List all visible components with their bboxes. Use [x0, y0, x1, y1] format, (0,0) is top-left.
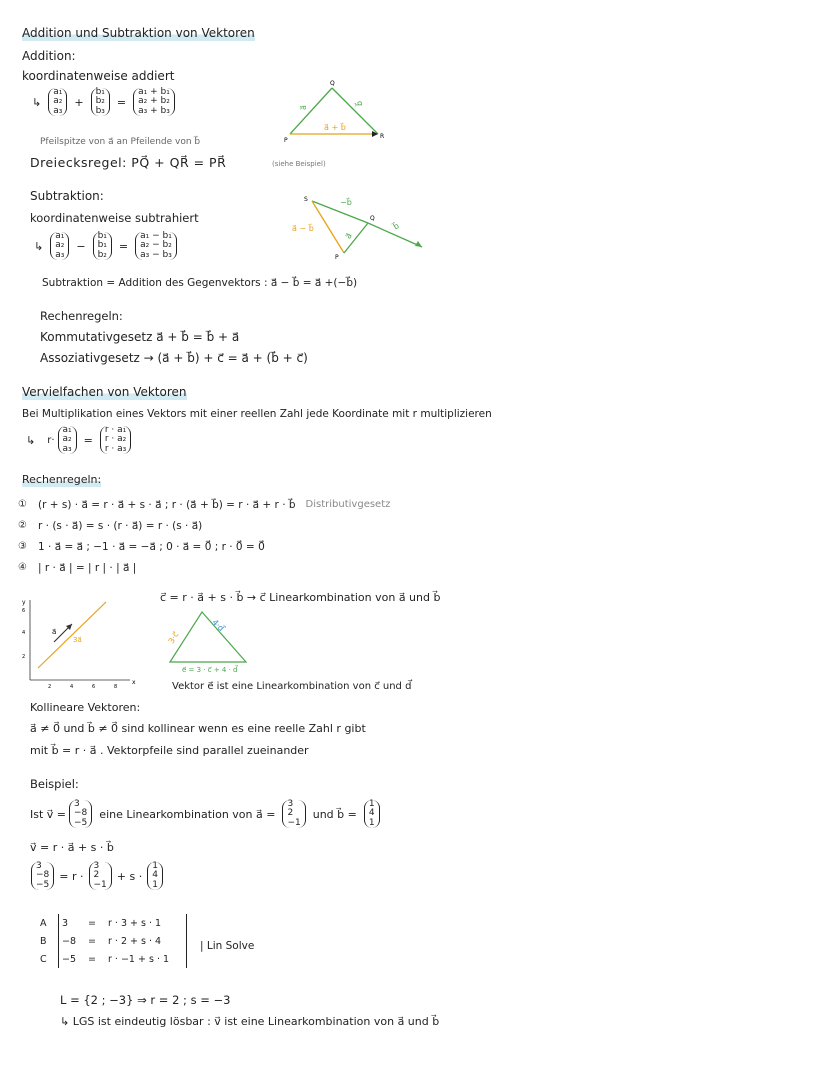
linkomb-triangle — [160, 606, 260, 672]
lgs-rhs: r · 2 + s · 4 — [108, 932, 187, 950]
label-r: R — [380, 133, 385, 140]
rule-number: ② — [18, 520, 27, 531]
vector-b: 1 4 1 — [364, 800, 380, 828]
lgs-rhs: r · −1 + s · 1 — [108, 950, 187, 968]
kollinear-graph — [18, 596, 138, 688]
vector-a: a₁ a₂ a₃ — [50, 232, 69, 260]
lgs-lhs: −8 — [58, 932, 88, 950]
vector-a: a₁ a₂ a₃ — [58, 426, 77, 454]
rule-text: (r + s) · a⃗ = r · a⃗ + s · a⃗ ; r · (a⃗ + b⃗) = r · a⃗ + r · b⃗ — [38, 498, 296, 511]
subtraction-heading: Subtraktion: — [30, 189, 104, 203]
lgs-lhs: −5 — [58, 950, 88, 968]
vector-b: b₁ b₁ b₂ — [93, 232, 112, 260]
lgs-eq: = — [88, 917, 96, 929]
lgs-label: A — [40, 917, 47, 929]
addition-line: koordinatenweise addiert — [22, 69, 175, 83]
vector-result: r · a₁ r · a₂ r · a₃ — [100, 426, 131, 454]
label-ab: a⃗ + b⃗ — [324, 123, 346, 132]
label-s: S — [304, 196, 308, 203]
rule-item — [18, 515, 390, 536]
arrow-icon: ↳ — [32, 95, 42, 109]
lgs-system — [40, 914, 187, 968]
kommutativgesetz: Kommutativgesetz a⃗ + b⃗ = b⃗ + a⃗ — [40, 330, 240, 344]
triangle-shape — [170, 612, 246, 662]
rule-number: ③ — [18, 541, 27, 552]
label-a: a⃗ — [299, 105, 308, 110]
kollinear-heading: Kollineare Vektoren: — [30, 701, 141, 714]
lgs-lhs: 3 — [58, 914, 88, 932]
rule-text: | r · a⃗ | = | r | · | a⃗ | — [38, 561, 137, 574]
vector-b: b₁ b₂ b₃ — [91, 88, 110, 116]
subtraction-equation: ↳ a₁ a₂ a₃ − b₁ b₁ b₂ = a₁ − b₁ a₂ − b₂ a₃ − b₃ — [30, 232, 180, 260]
subtraction-line: koordinatenweise subtrahiert — [30, 211, 199, 225]
lgs-row — [40, 914, 187, 932]
rule-text: 1 · a⃗ = a⃗ ; −1 · a⃗ = −a⃗ ; 0 · a⃗ = 0⃗ ; r · 0⃗ = 0⃗ — [38, 540, 265, 553]
beispiel-heading: Beispiel: — [30, 777, 79, 791]
subtraction-note: Subtraktion = Addition des Gegenvektors : a⃗ − b⃗ = a⃗ +(−b⃗) — [42, 277, 358, 289]
dreiecksregel: Dreiecksregel: PQ⃗ + QR⃗ = PR⃗ — [30, 155, 227, 170]
linkomb-formula: c⃗ = r · a⃗ + s · b⃗ → c⃗ Linearkombination von a⃗ und b⃗ — [160, 591, 441, 604]
arrow-icon: ↳ — [26, 433, 36, 447]
label-q: Q — [370, 215, 375, 222]
lgs-note: | Lin Solve — [200, 940, 255, 952]
addition-heading: Addition: — [22, 49, 76, 63]
beispiel-eq1: v⃗ = r · a⃗ + s · b⃗ — [30, 841, 114, 854]
label-minus-b: −b⃗ — [340, 198, 352, 207]
lgs-eq: = — [88, 953, 96, 965]
beispiel-eq2: 3 −8 −5 = r · 3 2 −1 + s · 1 4 1 — [28, 862, 166, 890]
vielfachen-heading: Vervielfachen von Vektoren — [22, 385, 187, 399]
x-tick: 4 — [70, 684, 74, 690]
y-tick: 6 — [22, 608, 26, 614]
beispiel-question: Ist v⃗ = 3 −8 −5 eine Linearkombination von a⃗ = 3 2 −1 und b⃗ = 1 4 1 — [30, 800, 383, 828]
vielfachen-line: Bei Multiplikation eines Vektors mit einer reellen Zahl jede Koordinate mit r multiplizieren — [22, 408, 492, 420]
label-p: P — [335, 254, 339, 261]
y-tick: 4 — [22, 630, 26, 636]
label-p: P — [284, 137, 288, 144]
rule-note: Distributivgesetz — [305, 499, 391, 510]
label-a: a⃗ — [52, 628, 57, 636]
lgs-label: B — [40, 935, 47, 947]
label-3c: 3·c⃗ — [166, 630, 181, 646]
addition-note: Pfeilspitze von a⃗ an Pfeilende von b⃗ — [40, 137, 201, 147]
vielfachen-equation: ↳ r· a₁ a₂ a₃ = r · a₁ r · a₂ r · a₃ — [22, 426, 134, 454]
arrow-icon: ↳ — [34, 239, 44, 253]
rechenregeln-heading: Rechenregeln: — [40, 309, 123, 323]
linkomb-caption: Vektor e⃗ ist eine Linearkombination von c⃗ und d⃗ — [172, 681, 412, 692]
beispiel-solution: L = {2 ; −3} ⇒ r = 2 ; s = −3 — [60, 993, 231, 1007]
x-tick: 2 — [48, 684, 52, 690]
label-b: b⃗ — [391, 221, 401, 232]
label-a: a⃗ — [343, 231, 354, 241]
label-e: e⃗ = 3 · c⃗ + 4 · d⃗ — [182, 666, 238, 674]
label-b: b⃗ — [355, 100, 364, 106]
vector-v: 3 −8 −5 — [31, 862, 54, 890]
vector-result: a₁ − b₁ a₂ − b₂ a₃ − b₃ — [135, 232, 177, 260]
vector-a: 3 2 −1 — [89, 862, 112, 890]
rule-number: ① — [18, 499, 27, 510]
label-q: Q — [330, 80, 335, 87]
page-title: Addition und Subtraktion von Vektoren — [22, 26, 255, 40]
vector-b: 1 4 1 — [147, 862, 163, 890]
rules-list — [18, 494, 390, 578]
rule-number: ④ — [18, 562, 27, 573]
lgs-label: C — [40, 953, 47, 965]
rule-item — [18, 536, 390, 557]
vector-a: 3 2 −1 — [282, 800, 305, 828]
addition-equation: ↳ a₁ a₂ a₃ + b₁ b₂ b₃ = a₁ + b₁ a₂ + b₂ a₃ + b₃ — [28, 88, 178, 116]
x-label: x — [132, 679, 136, 686]
y-tick: 2 — [22, 654, 26, 660]
vector-a: a₁ a₂ a₃ — [48, 88, 67, 116]
label-3a: 3a⃗ — [73, 636, 82, 644]
dreiecksregel-note: (siehe Beispiel) — [272, 160, 326, 168]
x-tick: 6 — [92, 684, 96, 690]
rule-item — [18, 557, 390, 578]
rule-item — [18, 494, 390, 515]
x-tick: 8 — [114, 684, 118, 690]
kollinear-line1: a⃗ ≠ 0⃗ und b⃗ ≠ 0⃗ sind kollinear wenn es eine reelle Zahl r gibt — [30, 722, 366, 735]
rule-text: r · (s · a⃗) = s · (r · a⃗) = r · (s · a⃗) — [38, 519, 203, 532]
addition-triangle-diagram — [280, 80, 390, 150]
lgs-eq: = — [88, 935, 96, 947]
vector-result: a₁ + b₁ a₂ + b₂ a₃ + b₃ — [133, 88, 175, 116]
subtraction-diagram — [290, 193, 430, 263]
assoziativgesetz: Assoziativgesetz → (a⃗ + b⃗) + c⃗ = a⃗ + (b⃗ + c⃗) — [40, 351, 308, 365]
kollinear-line2: mit b⃗ = r · a⃗ . Vektorpfeile sind parallel zueinander — [30, 744, 309, 757]
vector-v: 3 −8 −5 — [69, 800, 92, 828]
vector-a-minus-b-arrow — [312, 201, 344, 253]
rechenregeln2-heading: Rechenregeln: — [22, 473, 102, 486]
lgs-rhs: r · 3 + s · 1 — [108, 914, 187, 932]
lgs-row — [40, 950, 187, 968]
beispiel-conclusion: ↳ LGS ist eindeutig lösbar : v⃗ ist eine Linearkombination von a⃗ und b⃗ — [60, 1015, 440, 1028]
y-label: y — [22, 599, 26, 606]
lgs-row — [40, 932, 187, 950]
label-a-minus-b: a⃗ − b⃗ — [292, 224, 314, 233]
label-4d: 4·d⃗ — [210, 617, 226, 633]
vector-3a-arrow — [38, 602, 106, 668]
